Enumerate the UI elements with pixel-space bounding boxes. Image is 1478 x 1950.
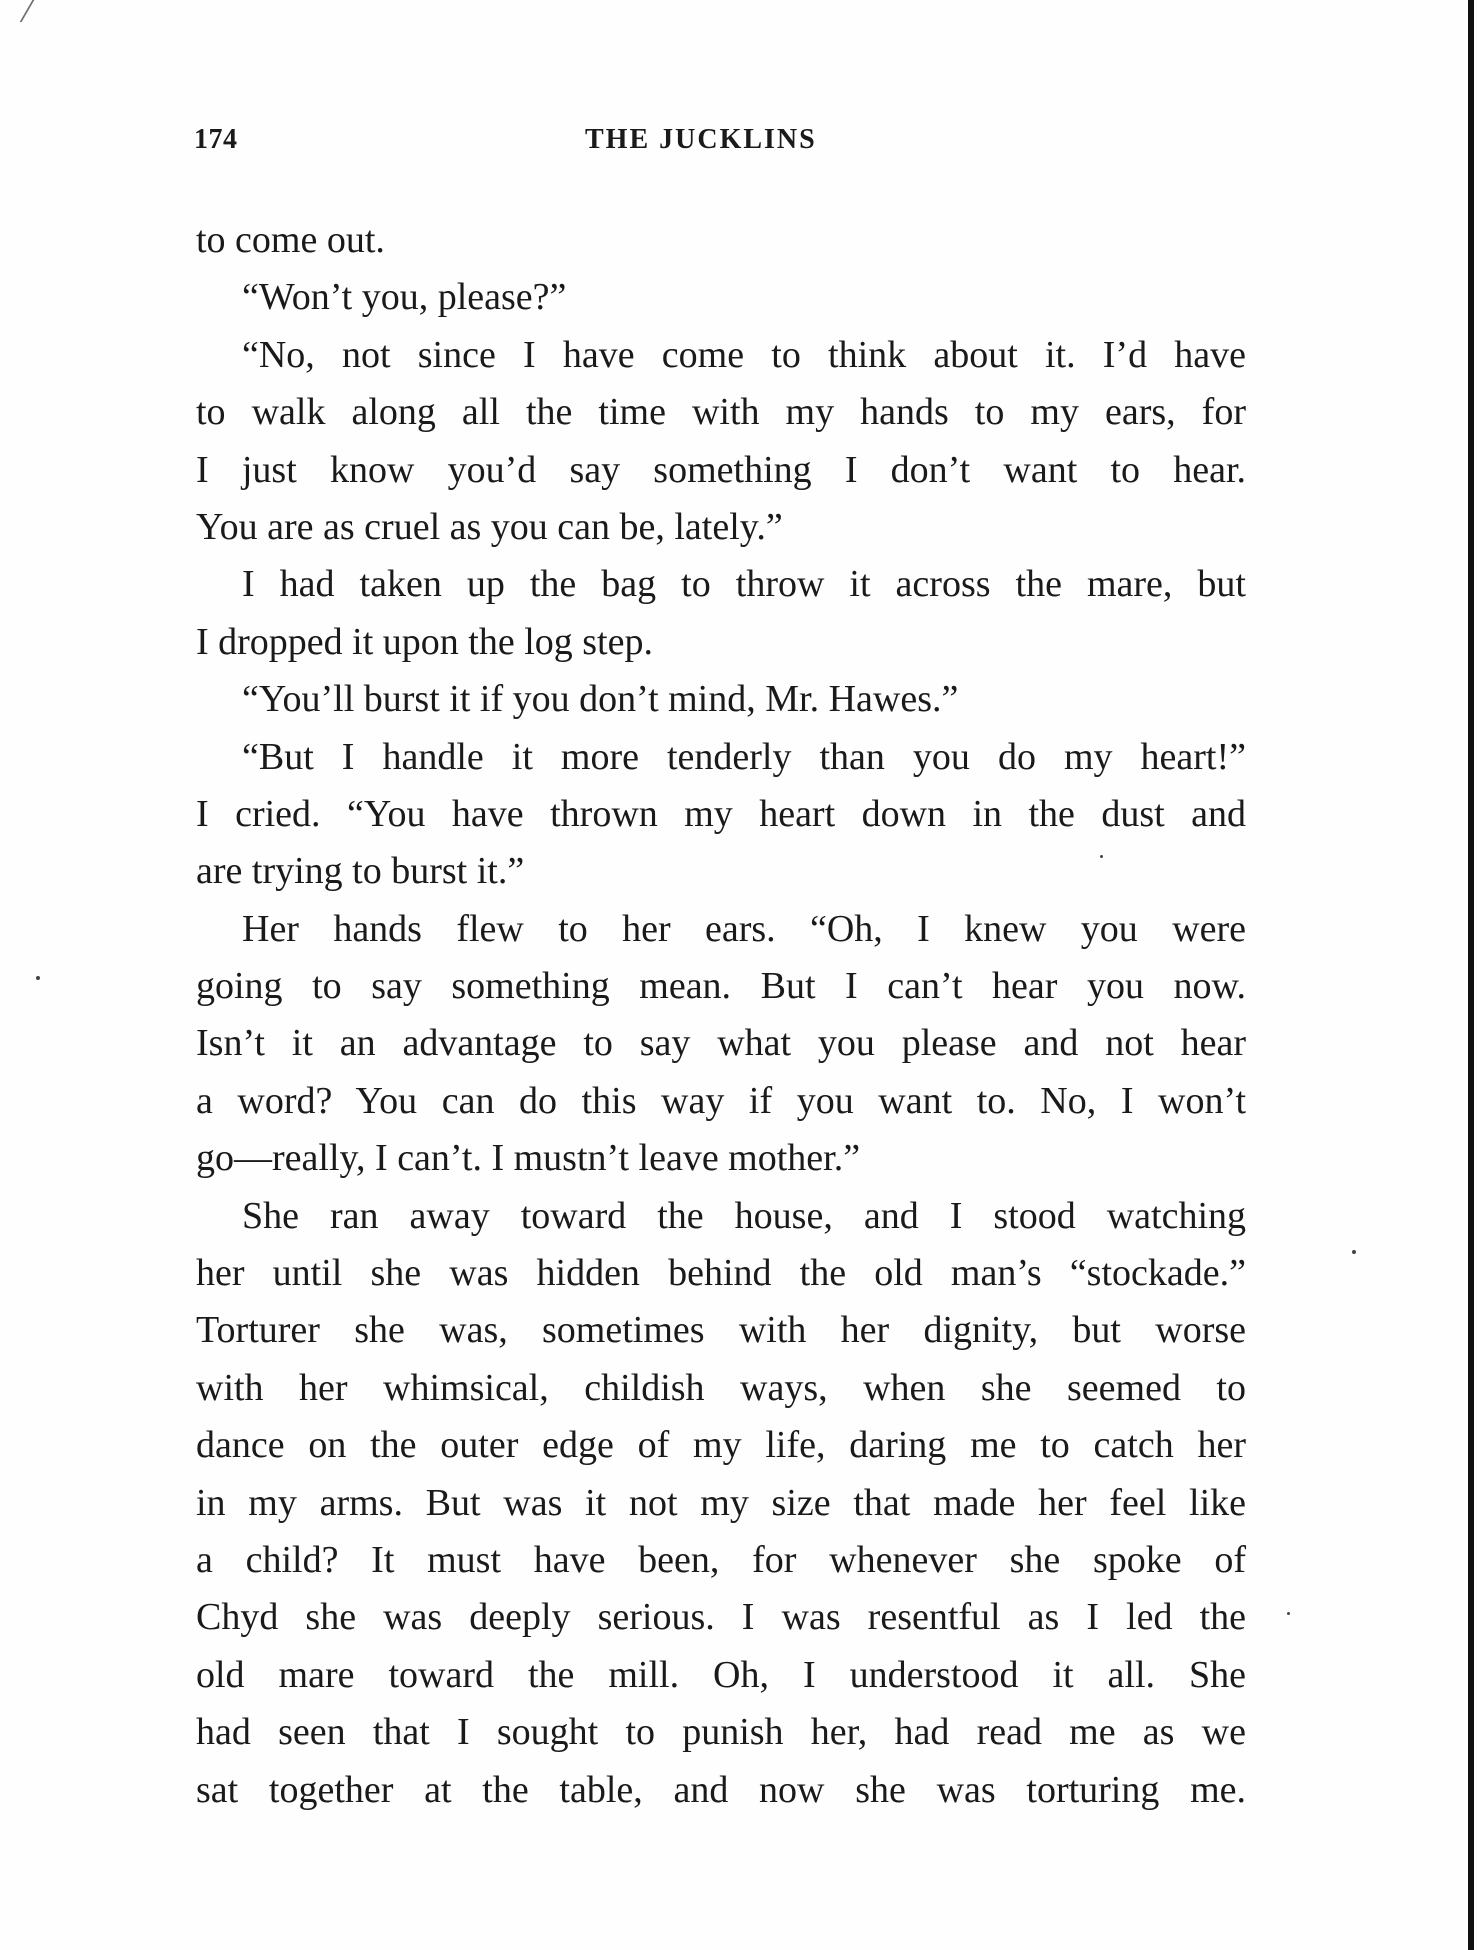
text-line: go—really, I can’t. I mustn’t leave mother.”: [196, 1137, 861, 1180]
text-line: her until she was hidden behind the old man’s “stockade.”: [196, 1252, 1246, 1295]
text-line: to come out.: [196, 219, 385, 261]
text-line: “But I handle it more tenderly than you do my heart!”: [242, 735, 1246, 778]
scan-speck: [1100, 855, 1103, 858]
scan-speck: [1287, 1612, 1290, 1615]
scan-speck: [1352, 1250, 1356, 1254]
text-line: I had taken up the bag to throw it across the mare, but: [242, 563, 1246, 606]
text-line: had seen that I sought to punish her, had read me as we: [196, 1711, 1246, 1754]
text-line: Chyd she was deeply serious. I was resentful as I led the: [196, 1596, 1246, 1639]
page-number: 174: [194, 124, 238, 155]
text-line: I dropped it upon the log step.: [196, 620, 653, 663]
text-line: Isn’t it an advantage to say what you please and not hear: [196, 1022, 1246, 1065]
text-line: She ran away toward the house, and I stood watching: [242, 1194, 1246, 1237]
scan-speck: [36, 976, 40, 980]
page-edge-shadow: [1468, 0, 1474, 1950]
text-line: “You’ll burst it if you don’t mind, Mr. Hawes.”: [242, 678, 959, 721]
text-line: dance on the outer edge of my life, daring me to catch her: [196, 1424, 1246, 1467]
text-line: old mare toward the mill. Oh, I understood it all. She: [196, 1653, 1246, 1696]
text-line: Her hands flew to her ears. “Oh, I knew you were: [242, 907, 1246, 950]
text-line: sat together at the table, and now she was torturing me.: [196, 1768, 1246, 1811]
text-line: to walk along all the time with my hands to my ears, for: [196, 391, 1246, 434]
text-line: are trying to burst it.”: [196, 850, 525, 893]
running-head: THE JUCKLINS: [585, 124, 817, 155]
text-line: I cried. “You have thrown my heart down in the dust and: [196, 792, 1246, 835]
text-line: with her whimsical, childish ways, when she seemed to: [196, 1366, 1246, 1409]
text-line: You are as cruel as you can be, lately.”: [196, 505, 783, 548]
text-line: Torturer she was, sometimes with her dignity, but worse: [196, 1309, 1246, 1352]
text-line: in my arms. But was it not my size that made her feel like: [196, 1481, 1246, 1524]
text-line: “No, not since I have come to think about it. I’d have: [242, 333, 1246, 376]
scan-mark: [0, 0, 34, 22]
body-text: [196, 212, 1246, 1819]
text-line: I just know you’d say something I don’t want to hear.: [196, 448, 1246, 491]
text-line: a word? You can do this way if you want to. No, I won’t: [196, 1079, 1246, 1122]
text-line: “Won’t you, please?”: [242, 276, 567, 319]
text-line: going to say something mean. But I can’t hear you now.: [196, 965, 1246, 1008]
page-header: [190, 124, 1240, 164]
text-line: a child? It must have been, for whenever she spoke of: [196, 1538, 1246, 1581]
